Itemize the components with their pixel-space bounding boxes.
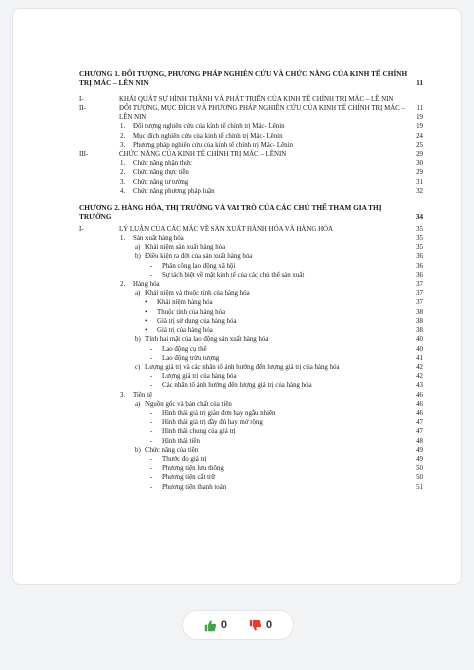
toc-entry[interactable] [79,271,423,280]
toc-page-number: 51 [416,483,423,491]
toc-entry-number: 3. [120,178,126,186]
toc-page-number: 49 [416,446,423,454]
toc-page-number: 42 [416,373,423,381]
toc-page-number: 47 [416,419,423,427]
toc-page-number: 49 [416,455,423,463]
toc-page-number: 35 [416,235,423,243]
toc-page-number: 19 [416,123,423,131]
toc-page-number: 47 [416,428,423,436]
toc-entry-label: Thuộc tính của hàng hóa [157,308,226,316]
toc-entry-label: Phân công lao động xã hội [162,262,236,270]
toc-entry[interactable] [79,178,423,187]
toc-entry[interactable] [79,187,423,196]
toc-entry-number: II- [79,105,86,113]
toc-entry-label: Phương tiện thanh toán [162,483,227,491]
like-count: 0 [220,619,227,631]
toc-entry-label: Các nhân tố ảnh hưởng đến lượng giá trị của hàng hóa [162,382,312,390]
toc-entry[interactable] [79,122,423,131]
toc-page-number: 37 [416,281,423,289]
toc-entry-number: - [150,354,153,362]
toc-entry-label: Hình thái giá trị giản đơn hay ngẫu nhiên [162,409,276,417]
toc-page-number: 37 [416,290,423,298]
toc-entry[interactable] [79,326,423,335]
toc-page-number: 35 [416,225,423,233]
toc-entry[interactable] [79,446,423,455]
toc-chapter-1[interactable] [79,69,423,88]
toc-entry-number: I- [79,95,84,103]
toc-entry-number: 2. [120,281,126,289]
toc-page-number: 32 [416,187,423,195]
toc-entry[interactable] [79,418,423,427]
toc-entry[interactable] [79,400,423,409]
toc-entry[interactable] [79,409,423,418]
toc-chapter-title: CHƯƠNG 1. ĐỐI TƯỢNG, PHƯƠNG PHÁP NGHIÊN CỨU VÀ CHỨC NĂNG CỦA KINH TẾ CHÍNH TRỊ MÁC – LÊN NIN [79,69,408,88]
toc-entry-label: Lao động cụ thể [162,345,207,353]
toc-entry-label: KHÁI QUÁT SỰ HÌNH THÀNH VÀ PHÁT TRIỂN CỦA KINH TẾ CHÍNH TRỊ MÁC – LÊ NIN [119,95,394,103]
toc-entry[interactable] [79,252,423,261]
toc-entry-number: a) [135,244,141,252]
toc-entry[interactable] [79,225,423,234]
toc-entry-label: Lượng giá trị và các nhân tố ảnh hưởng đến lượng giá trị của hàng hóa [145,363,340,371]
toc-page-number: 46 [416,391,423,399]
toc-entry-label: Sản xuất hàng hóa [133,235,184,243]
toc-entry-number: 3. [120,391,126,399]
toc-entry-number: I- [79,225,84,233]
toc-entry-label: Chức năng tư tưởng [133,178,189,186]
toc-page-number: 41 [416,354,423,362]
toc-entry-label: Khái niệm sản xuất hàng hóa [145,244,226,252]
toc-entry[interactable] [79,298,423,307]
toc-entry-label: Giá trị của hàng hóa [157,327,213,335]
toc-chapter-title: CHƯƠNG 2. HÀNG HÓA, THỊ TRƯỜNG VÀ VAI TRÒ CỦA CÁC CHỦ THỂ THAM GIA THỊ TRƯỜNG [79,203,382,222]
toc-entry-number: 1. [120,235,126,243]
toc-entry-label: Khái niệm hàng hóa [157,299,213,307]
document-page [12,8,462,585]
toc-entry[interactable] [79,234,423,243]
thumbs-up-icon [204,619,217,632]
toc-entry-number: 2. [120,169,126,177]
toc-entry-label: Giá trị sử dụng của hàng hóa [157,317,237,325]
toc-entry-number: 2. [120,132,126,140]
toc-page-number: 43 [416,382,423,390]
toc-entry-number: c) [135,363,141,371]
toc-chapter-2[interactable] [79,203,423,222]
dislike-count: 0 [266,619,273,631]
toc-page-number: 50 [416,474,423,482]
toc-page-number: 48 [416,437,423,445]
toc-entry[interactable] [79,464,423,473]
toc-entry-number: • [145,308,148,316]
toc-entry-label: CHỨC NĂNG CỦA KINH TẾ CHÍNH TRỊ MÁC – LÊNIN [119,151,287,159]
toc-page-number: 30 [416,160,423,168]
toc-entry-label: Tiền tệ [133,391,153,399]
toc-entry-number: - [150,419,153,427]
toc-entry-label: Tính hai mặt của lao động sản xuất hàng hóa [145,336,269,344]
toc-entry-number: b) [135,446,141,454]
toc-entry[interactable] [79,168,423,177]
toc-entry-number: 1. [120,160,126,168]
toc-entry-number: 3. [120,141,126,149]
toc-entry-number: - [150,345,153,353]
toc-page-number: 25 [416,141,423,149]
toc-entry-number: - [150,465,153,473]
toc-entry-label: Đối tượng nghiên cứu của kinh tế chính trị Mác- Lênin [133,123,285,131]
toc-page-number: 35 [416,244,423,252]
toc-page-number: 36 [416,271,423,279]
toc-entry-number: 1. [120,123,126,131]
toc-entry[interactable] [79,381,423,390]
toc-entry-number: b) [135,253,141,261]
toc-entry-label: Nguồn gốc và bản chất của tiền [145,400,232,408]
toc-entry[interactable] [79,141,423,150]
toc-entry-number: - [150,382,153,390]
reaction-bar [182,610,294,640]
toc-entry-label: Lượng giá trị của hàng hóa [162,373,237,381]
toc-page-number: 11 [416,105,423,112]
toc-page-number: 11 [416,78,423,88]
toc-entry-label: Điều kiện ra đời của sản xuất hàng hóa [145,253,253,261]
toc-entry-number: • [145,299,148,307]
toc-page-number: 36 [416,262,423,270]
toc-page-number: 31 [416,178,423,186]
toc-entry-number: b) [135,336,141,344]
toc-entry[interactable] [79,455,423,464]
toc-page-number: 38 [416,327,423,335]
toc-entry[interactable] [79,243,423,252]
toc-entry-number: • [145,317,148,325]
toc-entry-number: - [150,373,153,381]
toc-entry[interactable] [79,132,423,141]
toc-entry-label: Hàng hóa [133,281,160,289]
toc-page-number: 40 [416,336,423,344]
toc-entry-label: Chức năng thực tiễn [133,169,189,177]
toc-entry-label: Phương tiện lưu thông [162,465,224,473]
dislike-button[interactable] [249,619,272,632]
toc-entry-number: - [150,455,153,463]
thumbs-down-icon [249,619,262,632]
toc-entry[interactable] [79,280,423,289]
toc-entry-label: Mục đích nghiên cứu của kinh tế chính trị Mác- Lênin [133,132,283,140]
toc-entry-label: Phương tiện cất trữ [162,474,216,482]
toc-entry-number: - [150,271,153,279]
toc-entry-number: a) [135,400,141,408]
toc-entry-label: LÝ LUẬN CỦA CÁC MÁC VỀ SẢN XUẤT HÀNH HÓA VÀ HÀNG HÓA [119,225,334,233]
toc-entry[interactable] [79,363,423,372]
toc-entry-label: ĐỐI TƯỢNG, MỤC ĐÍCH VÀ PHƯƠNG PHÁP NGHIÊN CỨU CỦA KINH TẾ CHÍNH TRỊ MÁC – LÊN NIN [119,105,405,122]
toc-page-number: 36 [416,253,423,261]
toc-entry-number: - [150,474,153,482]
toc-entry-label: Thước đo giá trị [162,455,207,463]
toc-entry[interactable] [79,372,423,381]
toc-page-number: 37 [416,299,423,307]
toc-entry-label: Lao động trừu tượng [162,354,220,362]
toc-page-number: 38 [416,317,423,325]
toc-entry[interactable] [79,391,423,400]
toc-entry-number: - [150,428,153,436]
toc-entry-number: - [150,483,153,491]
toc-entry[interactable] [79,345,423,354]
table-of-contents [79,69,423,492]
toc-entry[interactable] [79,317,423,326]
toc-page-number: 42 [416,363,423,371]
toc-page-number: 46 [416,400,423,408]
toc-entry-label: Chức năng của tiền [145,446,199,454]
toc-page-number: 38 [416,308,423,316]
toc-entry[interactable] [79,427,423,436]
toc-entry-number: a) [135,290,141,298]
toc-entry-label: Chức năng nhận thức [133,160,192,168]
toc-entry-label: Chức năng phương pháp luận [133,187,215,195]
toc-page-number: 29 [416,151,423,159]
toc-page-number: 46 [416,409,423,417]
toc-entry[interactable] [79,308,423,317]
toc-entry-number: III- [79,151,89,159]
toc-page-number: 40 [416,345,423,353]
toc-entry[interactable] [79,473,423,482]
toc-entry-number: - [150,409,153,417]
like-button[interactable] [204,619,227,632]
toc-entry[interactable] [79,104,423,122]
toc-entry[interactable] [79,483,423,492]
toc-entry-number: - [150,262,153,270]
toc-entry-label: Hình thái tiền [162,437,200,445]
toc-entry[interactable] [79,262,423,271]
toc-page-number: 24 [416,132,423,140]
toc-entry-number: - [150,437,153,445]
toc-entry[interactable] [79,150,423,159]
toc-entry[interactable] [79,354,423,363]
toc-entry-label: Sự tách biệt về mặt kinh tế của các chủ thể sản xuất [162,271,305,279]
toc-page-number: 19 [416,114,423,122]
toc-entry-label: Hình thái giá trị đầy đủ hay mở rộng [162,419,263,427]
toc-page-number: 50 [416,465,423,473]
toc-entry-number: 4. [120,187,126,195]
toc-entry[interactable] [79,437,423,446]
toc-entry[interactable] [79,159,423,168]
toc-page-number: 34 [415,212,423,222]
toc-entry-number: • [145,327,148,335]
toc-entry[interactable] [79,335,423,344]
toc-entry-label: Khái niệm và thuộc tính của hàng hóa [145,290,250,298]
toc-entry-label: Phương pháp nghiên cứu của kinh tế chính trị Mác- Lênin [133,141,293,149]
toc-entry-label: Hình thái chung của giá trị [162,428,236,436]
toc-page-number: 29 [416,169,423,177]
toc-entry[interactable] [79,289,423,298]
